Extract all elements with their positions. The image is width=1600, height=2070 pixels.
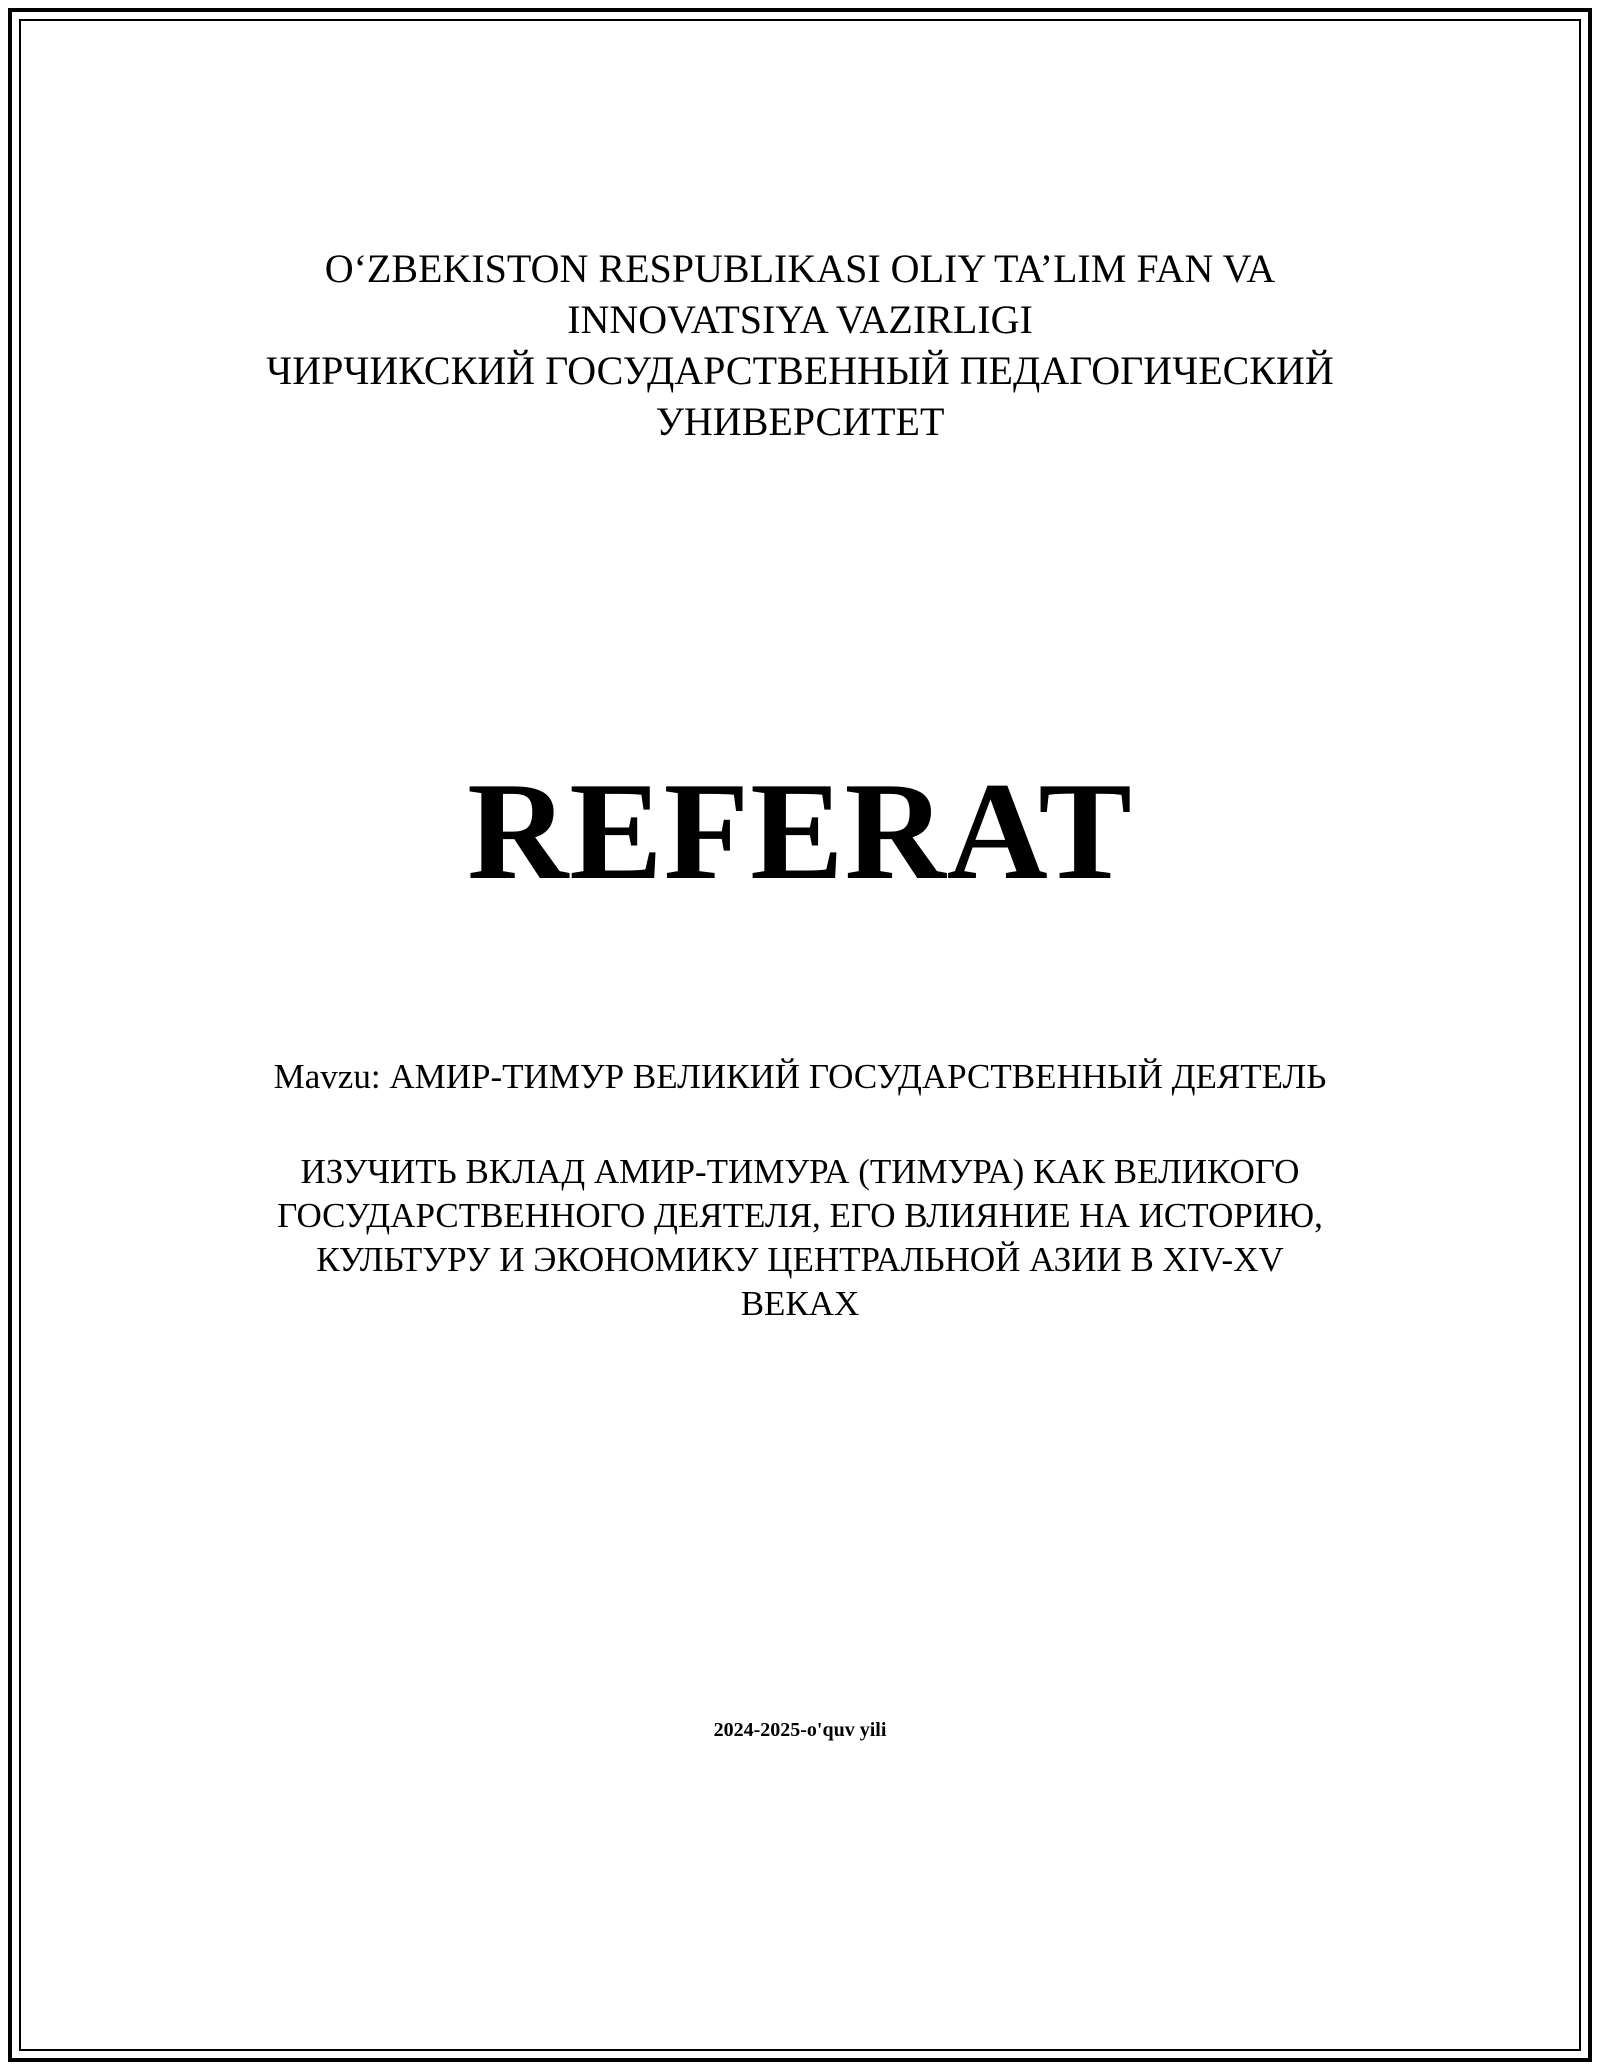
ministry-line-1: O‘ZBEKISTON RESPUBLIKASI OLIY TA’LIM FAN VA (324, 246, 1276, 291)
goal-statement (0, 1150, 1600, 1326)
institution-header (0, 243, 1600, 447)
goal-line-3: КУЛЬТУРУ И ЭКОНОМИКУ ЦЕНТРАЛЬНОЙ АЗИИ В XIV-XV (316, 1240, 1284, 1279)
university-line-1: ЧИРЧИКСКИЙ ГОСУДАРСТВЕННЫЙ ПЕДАГОГИЧЕСКИЙ (266, 348, 1334, 393)
goal-line-1: ИЗУЧИТЬ ВКЛАД АМИР-ТИМУРА (ТИМУРА) КАК ВЕЛИКОГО (300, 1152, 1300, 1191)
goal-line-2: ГОСУДАРСТВЕННОГО ДЕЯТЕЛЯ, ЕГО ВЛИЯНИЕ НА ИСТОРИЮ, (277, 1196, 1323, 1235)
goal-line-4: ВЕКАХ (740, 1284, 860, 1323)
ministry-line-2: INNOVATSIYA VAZIRLIGI (567, 297, 1033, 342)
document-title: REFERAT (467, 754, 1133, 909)
topic-line (0, 1055, 1600, 1099)
university-line-2: УНИВЕРСИТЕТ (655, 399, 945, 444)
academic-year: 2024-2025-o'quv yili (713, 1719, 887, 1741)
topic-label: Mavzu: (273, 1057, 381, 1096)
topic-text: АМИР-ТИМУР ВЕЛИКИЙ ГОСУДАРСТВЕННЫЙ ДЕЯТЕЛЬ (389, 1057, 1327, 1096)
